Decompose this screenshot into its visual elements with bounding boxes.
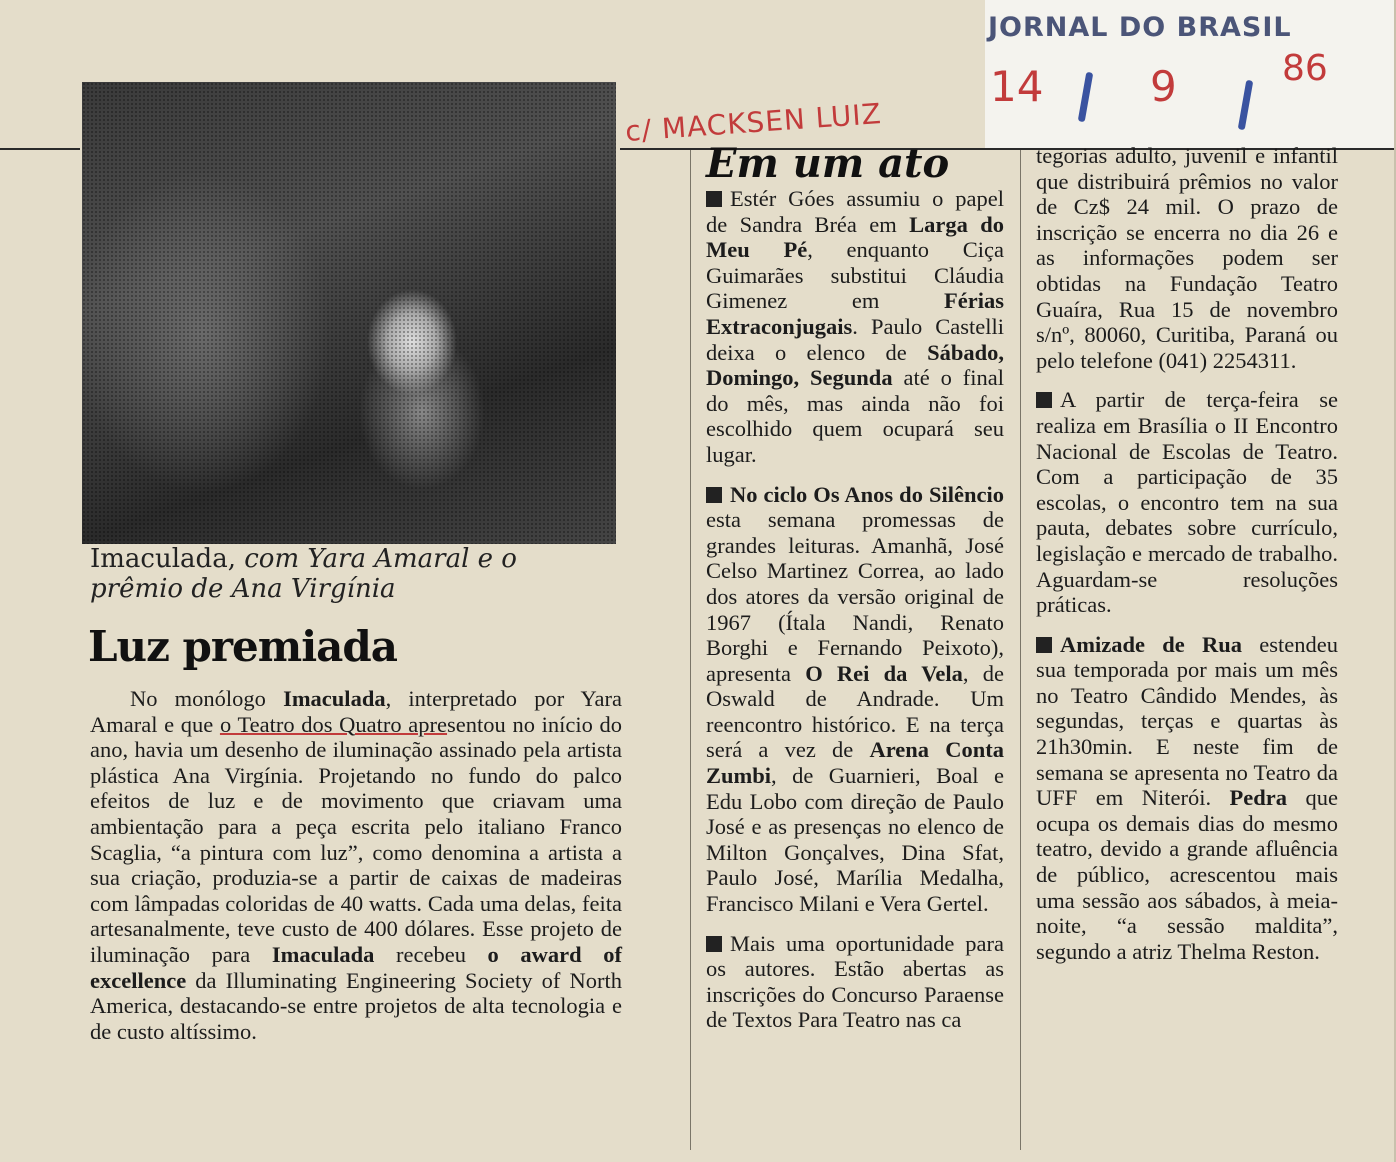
date-month: 9: [1150, 62, 1177, 111]
section-title: Em um ato: [706, 140, 950, 187]
news-item-3-continued: tegorias adulto, juvenil e infantil que distribuirá prêmios no valor de Cz$ 24 mil. O prazo de inscrição se encerra no dia 26 e as informações podem ser obtidas na Fundação Teatro Guaíra, Rua 15 de novembro s/nº, 80060, Curitiba, Paraná ou pelo telefone (041) 2254311.: [1036, 143, 1338, 373]
body-bold: o award of excellence: [90, 941, 622, 993]
body-text: sentou no início do ano, havia um desenho de iluminação assinado pela artista plástica Ana Virgínia. Projetando no fundo do palco efeitos de luz e de movimento que criavam uma ambientação para a peça escrita pelo italiano Franco Scaglia, “a pintura com luz”, como denomina a artista a sua criação, produzia-se a partir de caixas de madeiras com lâmpadas coloridas de 40 watts. Cada uma delas, feita artesanalmente, teve custo de 400 dólares. Esse projeto de iluminação para: [90, 711, 623, 967]
photo-caption: [90, 544, 610, 604]
body-bold: Imaculada: [271, 941, 375, 967]
news-item-5: Amizade de Rua estendeu sua temporada por mais um mês no Teatro Cândido Mendes, às segundas, terças e quartas às 21h30min. E neste fim de semana se apresenta no Teatro da UFF em Niterói. Pedra que ocupa os demais dias do mesmo teatro, devido a grande afluência de público, acrescentou mais uma sessão aos sábados, à meia-noite, “a sessão maldita”, segundo a atriz Thelma Reston.: [1036, 631, 1338, 964]
underlined-text: o Teatro dos Quatro apre: [219, 711, 448, 737]
body-text: No monólogo: [130, 686, 284, 711]
caption-title: Imaculada,: [90, 544, 236, 574]
news-item-3: Mais uma oportunidade para os autores. Estão abertas as inscrições do Concurso Paraense de Textos Para Teatro nas ca: [706, 930, 1004, 1033]
news-item-4: A partir de terça-feira se realiza em Brasília o II Encontro Nacional de Escolas de Teatro. Com a participação de 35 escolas, o encontro tem na sua pauta, debates sobre currículo, legislação e mercado de trabalho. Aguardam-se resoluções práticas.: [1036, 387, 1338, 618]
news-item-1: Estér Góes assumiu o papel de Sandra Bréa em Larga do Meu Pé, enquanto Ciça Guimarães substitui Cláudia Gimenez em Férias Extraconjugais. Paulo Castelli deixa o elenco de Sábado, Domingo, Segunda até o final do mês, mas ainda não foi escolhido quem ocupará seu lugar.: [706, 186, 1004, 467]
bullet-square-icon: [706, 191, 722, 207]
body-text: recebeu: [374, 941, 488, 967]
news-item-2: No ciclo Os Anos do Silêncio esta semana promessas de grandes leituras. Amanhã, José Celso Martinez Correa, ao lado dos atores da versão original de 1967 (Ítala Nandi, Renato Borghi e Fernando Peixoto), apresenta O Rei da Vela, de Oswald de Andrade. Um reencontro histórico. E na terça será a vez de Arena Conta Zumbi, de Guarnieri, Boal e Edu Lobo com direção de Paulo José e as presenças no elenco de Milton Gonçalves, Dina Sfat, Paulo José, Marília Medalha, Francisco Milani e Vera Gertel.: [706, 481, 1004, 917]
body-bold: Imaculada: [283, 686, 386, 711]
column-rule-left: [0, 148, 80, 150]
body-text: da Illuminating Engineering Society of North America, destacando-se entre projetos de alta tecnologia e de custo altíssimo.: [90, 967, 622, 1044]
caption-text: com Yara Amaral e o prêmio de Ana Virgínia: [90, 544, 517, 604]
article-body: [90, 686, 622, 1044]
column-divider-1: [690, 150, 691, 1150]
bullet-square-icon: [1036, 637, 1052, 653]
handwritten-note: c/ MACKSEN LUIZ: [624, 97, 883, 148]
newspaper-name-stamp: JORNAL DO BRASIL: [988, 12, 1292, 43]
article-photo: [82, 82, 616, 544]
section-column-2: [1036, 143, 1338, 964]
section-column-1: [706, 186, 1004, 1033]
article-headline: Luz premiada: [88, 622, 397, 671]
bullet-square-icon: [706, 487, 722, 503]
date-year: 86: [1282, 48, 1328, 89]
body-text: , interpretado por Yara Amaral e que: [90, 686, 622, 737]
bullet-square-icon: [706, 936, 722, 952]
date-day: 14: [990, 62, 1044, 111]
column-divider-2: [1020, 150, 1021, 1150]
bullet-square-icon: [1036, 392, 1052, 408]
